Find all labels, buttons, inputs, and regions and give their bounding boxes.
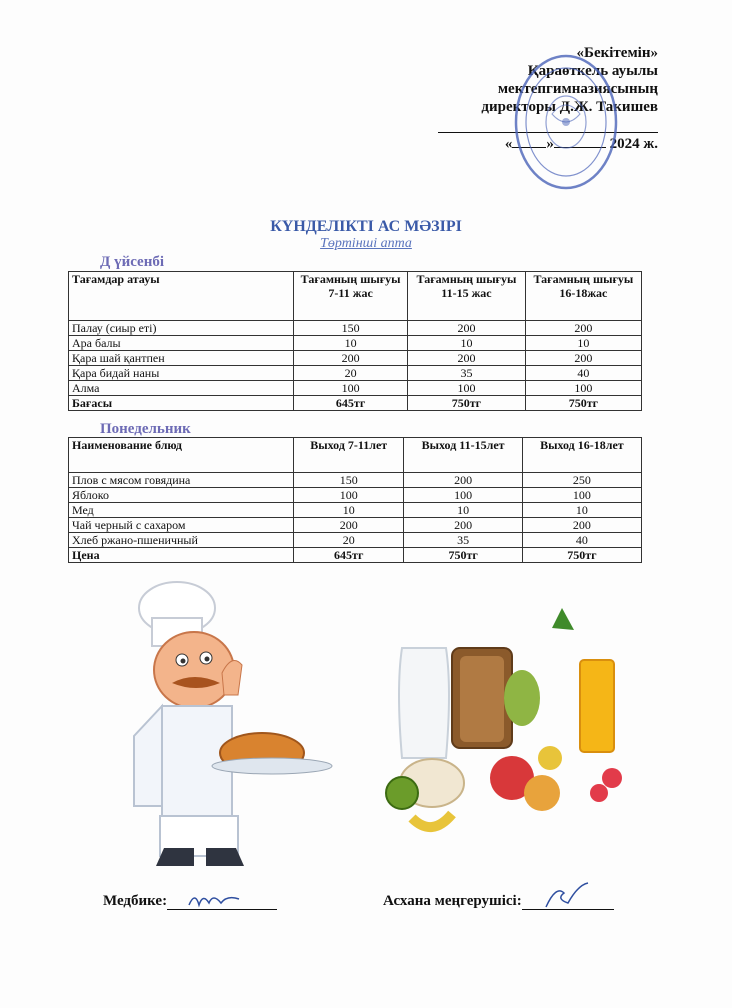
portion-value: 35 <box>408 366 526 381</box>
nurse-signature-mark <box>187 889 243 911</box>
table-row <box>69 321 642 336</box>
table-row <box>69 351 642 366</box>
portion-value: 10 <box>294 503 404 518</box>
table-row <box>69 473 642 488</box>
portion-value: 200 <box>294 351 408 366</box>
approval-line-4: директоры Д.Ж. Такишев <box>481 99 658 115</box>
portion-value: 100 <box>525 381 641 396</box>
price-value: 645тг <box>294 396 408 411</box>
dish-name: Плов с мясом говядина <box>69 473 294 488</box>
portion-value: 200 <box>525 321 641 336</box>
portion-value: 200 <box>408 321 526 336</box>
portion-value: 250 <box>522 473 641 488</box>
dish-name: Хлеб ржано-пшеничный <box>69 533 294 548</box>
dish-name: Палау (сиыр еті) <box>69 321 294 336</box>
price-value: 645тг <box>294 548 404 563</box>
header-portion-11-15: Выход 11-15лет <box>404 438 522 473</box>
portion-value: 10 <box>522 503 641 518</box>
table-header-row <box>69 438 642 473</box>
dish-name: Алма <box>69 381 294 396</box>
table-row <box>69 381 642 396</box>
portion-value: 40 <box>522 533 641 548</box>
nurse-signature-line <box>167 895 277 910</box>
approval-date: « » 2024 ж. <box>504 136 658 152</box>
price-value: 750тг <box>404 548 522 563</box>
header-dish: Наименование блюд <box>69 438 294 473</box>
table-row <box>69 488 642 503</box>
portion-value: 100 <box>408 381 526 396</box>
portion-value: 100 <box>522 488 641 503</box>
canteen-head-signature-line <box>522 895 614 910</box>
day-heading-kazakh: Д үйсенбі <box>100 254 165 270</box>
approval-line-1: «Бекітемін» <box>576 45 658 61</box>
header-portion-11-15: Тағамның шығуы 11-15 жас <box>408 272 526 321</box>
nurse-signature-field <box>103 893 277 910</box>
approval-line-3: мектепгимназиясының <box>497 81 658 97</box>
menu-table-russian <box>68 437 642 563</box>
table-row <box>69 518 642 533</box>
portion-value: 20 <box>294 366 408 381</box>
total-row <box>69 396 642 411</box>
portion-value: 200 <box>408 351 526 366</box>
chef-illustration <box>134 582 332 866</box>
price-value: 750тг <box>522 548 641 563</box>
dish-name: Қара бидай наны <box>69 366 294 381</box>
dish-name: Қара шай қантпен <box>69 351 294 366</box>
page-subtitle: Төртінші апта <box>320 236 412 251</box>
header-portion-7-11: Выход 7-11лет <box>294 438 404 473</box>
dish-name: Мед <box>69 503 294 518</box>
total-label: Бағасы <box>69 396 294 411</box>
page-title: КҮНДЕЛІКТІ АС МӘЗІРІ <box>270 218 462 235</box>
portion-value: 200 <box>522 518 641 533</box>
portion-value: 10 <box>404 503 522 518</box>
dish-name: Чай черный с сахаром <box>69 518 294 533</box>
portion-value: 100 <box>404 488 522 503</box>
school-seal-stamp <box>512 52 620 192</box>
portion-value: 200 <box>404 473 522 488</box>
canteen-head-label: Асхана меңгерушісі: <box>383 893 522 909</box>
day-heading-russian: Понедельник <box>100 421 191 437</box>
total-label: Цена <box>69 548 294 563</box>
price-value: 750тг <box>525 396 641 411</box>
price-value: 750тг <box>408 396 526 411</box>
canteen-head-signature-field <box>383 893 614 910</box>
nurse-label: Медбике: <box>103 893 168 909</box>
dish-name: Ара балы <box>69 336 294 351</box>
portion-value: 40 <box>525 366 641 381</box>
menu-table-kazakh <box>68 271 642 411</box>
portion-value: 10 <box>294 336 408 351</box>
portion-value: 200 <box>294 518 404 533</box>
table-row <box>69 503 642 518</box>
total-row <box>69 548 642 563</box>
portion-value: 150 <box>294 321 408 336</box>
header-portion-16-18: Выход 16-18лет <box>522 438 641 473</box>
portion-value: 10 <box>408 336 526 351</box>
portion-value: 20 <box>294 533 404 548</box>
portion-value: 200 <box>525 351 641 366</box>
dish-name: Яблоко <box>69 488 294 503</box>
portion-value: 35 <box>404 533 522 548</box>
header-portion-16-18: Тағамның шығуы 16-18жас <box>525 272 641 321</box>
header-portion-7-11: Тағамның шығуы 7-11 жас <box>294 272 408 321</box>
table-row <box>69 366 642 381</box>
portion-value: 200 <box>404 518 522 533</box>
approval-line-2: Қараөткель ауылы <box>527 63 658 79</box>
illustration-area <box>102 578 648 876</box>
portion-value: 10 <box>525 336 641 351</box>
portion-value: 150 <box>294 473 404 488</box>
table-row <box>69 336 642 351</box>
table-row <box>69 533 642 548</box>
canteen-head-signature-mark <box>542 881 592 911</box>
portion-value: 100 <box>294 488 404 503</box>
healthy-food-illustration <box>386 608 622 827</box>
table-header-row <box>69 272 642 321</box>
header-dish: Тағамдар атауы <box>69 272 294 321</box>
portion-value: 100 <box>294 381 408 396</box>
